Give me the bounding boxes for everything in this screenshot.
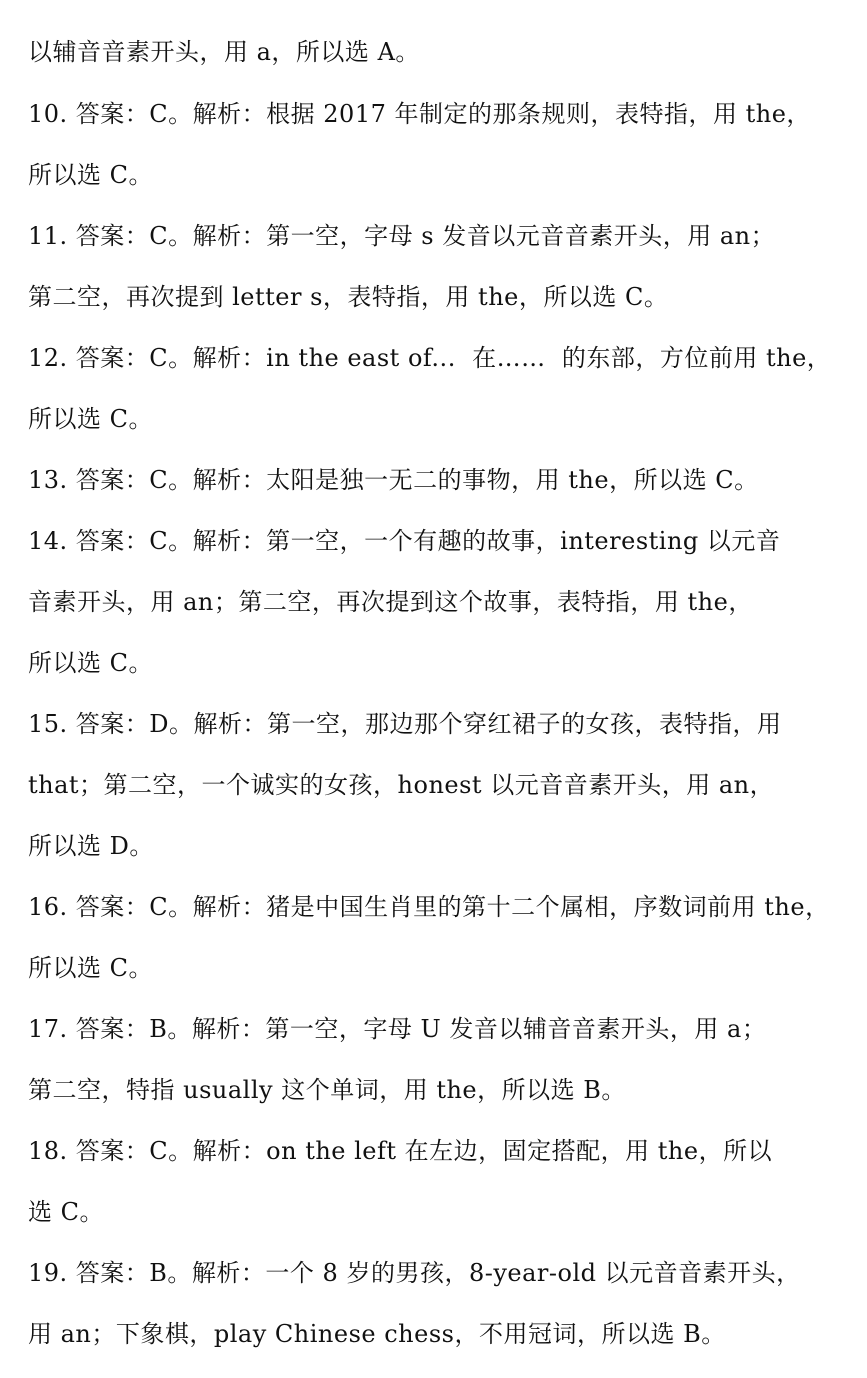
text-line: 14. 答案：C。解析：第一空，一个有趣的故事，interesting 以元音 bbox=[28, 527, 781, 555]
text-line: 所以选 C。 bbox=[28, 161, 153, 189]
text-line: that；第二空，一个诚实的女孩，honest 以元音音素开头，用 an， bbox=[28, 771, 775, 799]
text-line: 19. 答案：B。解析：一个 8 岁的男孩，8-year-old 以元音音素开头， bbox=[28, 1259, 801, 1287]
text-line: 所以选 C。 bbox=[28, 649, 153, 677]
text-line: 18. 答案：C。解析：on the left 在左边，固定搭配，用 the，所以 bbox=[28, 1137, 773, 1165]
text-line: 所以选 D。 bbox=[28, 832, 154, 860]
text-line: 13. 答案：C。解析：太阳是独一无二的事物，用 the，所以选 C。 bbox=[28, 466, 759, 494]
text-line: 音素开头，用 an；第二空，再次提到这个故事，表特指，用 the， bbox=[28, 588, 753, 616]
text-line: 选 C。 bbox=[28, 1198, 104, 1226]
text-line: 所以选 C。 bbox=[28, 954, 153, 982]
text-line: 12. 答案：C。解析：in the east of... 在…… 的东部，方位前用 the， bbox=[28, 344, 832, 372]
text-line: 所以选 C。 bbox=[28, 405, 153, 433]
text-line: 16. 答案：C。解析：猪是中国生肖里的第十二个属相，序数词前用 the， bbox=[28, 893, 830, 921]
text-line: 11. 答案：C。解析：第一空，字母 s 发音以元音音素开头，用 an； bbox=[28, 222, 776, 250]
text-line: 以辅音音素开头，用 a，所以选 A。 bbox=[28, 38, 420, 66]
text-line: 10. 答案：C。解析：根据 2017 年制定的那条规则，表特指，用 the， bbox=[28, 100, 811, 128]
text-line: 第二空，特指 usually 这个单词，用 the，所以选 B。 bbox=[28, 1076, 626, 1104]
text-line: 第二空，再次提到 letter s，表特指，用 the，所以选 C。 bbox=[28, 283, 669, 311]
text-line: 17. 答案：B。解析：第一空，字母 U 发音以辅音音素开头，用 a； bbox=[28, 1015, 767, 1043]
text-line: 15. 答案：D。解析：第一空，那边那个穿红裙子的女孩，表特指，用 bbox=[28, 710, 782, 738]
text-line: 用 an；下象棋，play Chinese chess，不用冠词，所以选 B。 bbox=[28, 1320, 726, 1348]
